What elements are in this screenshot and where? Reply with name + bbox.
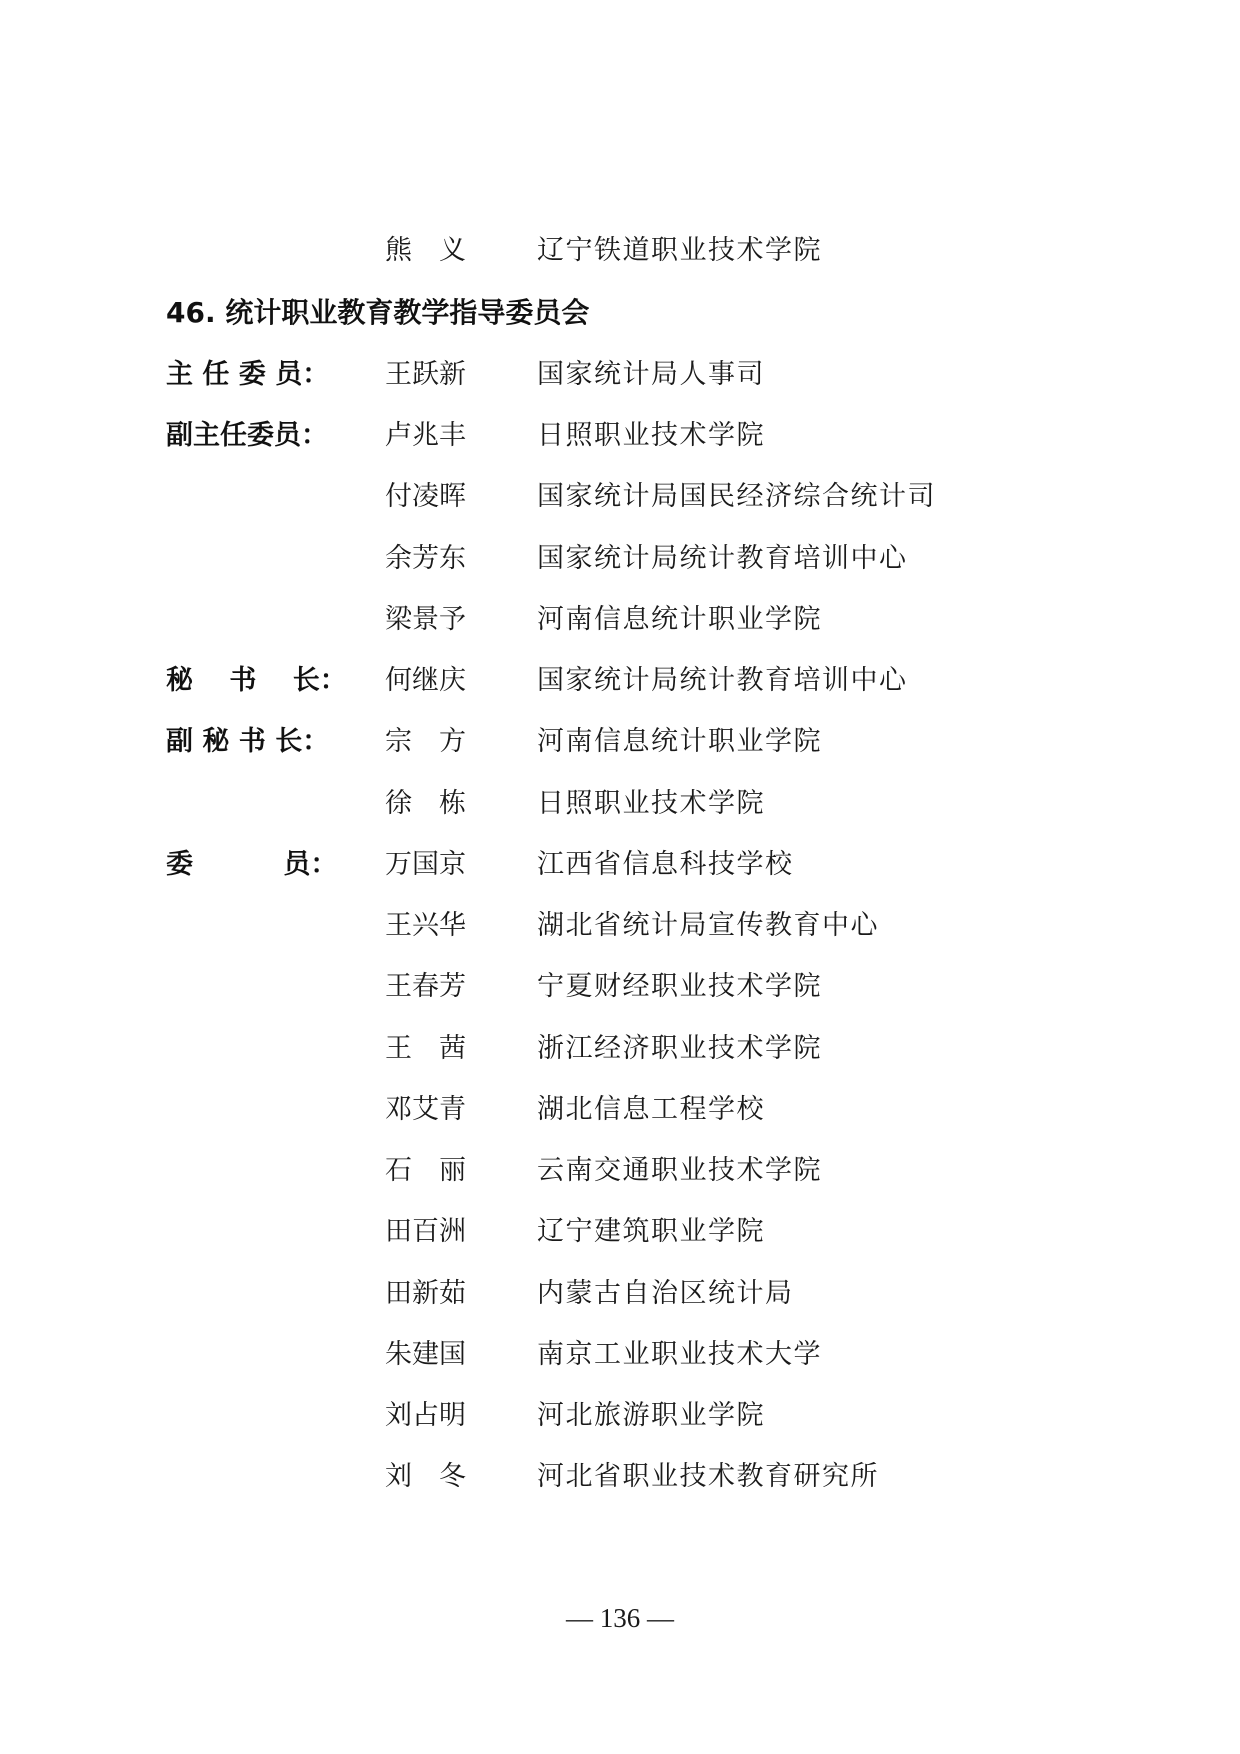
- member-row: [0, 1385, 1240, 1447]
- member-role: 秘 书 长：: [166, 665, 347, 696]
- member-name: 何继庆: [385, 665, 466, 696]
- member-role: 委 员：: [166, 849, 338, 880]
- member-row: [0, 589, 1240, 651]
- member-name: 付凌晖: [385, 481, 466, 512]
- member-name: 石 丽: [385, 1155, 466, 1186]
- member-name: 王春芳: [385, 971, 466, 1002]
- member-row: [0, 466, 1240, 528]
- member-organization: 河南信息统计职业学院: [537, 604, 822, 635]
- member-name: 田新茹: [385, 1278, 466, 1309]
- member-row: [0, 834, 1240, 896]
- member-name: 田百洲: [385, 1216, 466, 1247]
- member-organization: 南京工业职业技术大学: [537, 1339, 822, 1370]
- member-organization: 湖北省统计局宣传教育中心: [537, 910, 879, 941]
- member-organization: 国家统计局人事司: [537, 359, 765, 390]
- member-row: [0, 1263, 1240, 1325]
- member-row: [0, 1201, 1240, 1263]
- member-organization: 浙江经济职业技术学院: [537, 1033, 822, 1064]
- member-row: [0, 650, 1240, 712]
- member-organization: 河北省职业技术教育研究所: [537, 1461, 879, 1492]
- member-organization: 宁夏财经职业技术学院: [537, 971, 822, 1002]
- member-name: 刘 冬: [385, 1461, 466, 1492]
- member-name: 王 茜: [385, 1033, 466, 1064]
- member-row: [0, 1140, 1240, 1202]
- page-number: — 136 —: [566, 1603, 674, 1633]
- member-organization: 日照职业技术学院: [537, 420, 765, 451]
- member-name: 卢兆丰: [385, 420, 466, 451]
- member-organization: 辽宁铁道职业技术学院: [537, 235, 822, 266]
- member-name: 宗 方: [385, 726, 466, 757]
- member-name: 万国京: [385, 849, 466, 880]
- member-row: [0, 956, 1240, 1018]
- section-heading: 46. 统计职业教育教学指导委员会: [166, 296, 590, 329]
- member-row: [0, 344, 1240, 406]
- member-name: 刘占明: [385, 1400, 466, 1431]
- member-organization: 江西省信息科技学校: [537, 849, 794, 880]
- member-row: [0, 405, 1240, 467]
- member-row: [0, 1324, 1240, 1386]
- member-organization: 国家统计局统计教育培训中心: [537, 665, 908, 696]
- member-organization: 河北旅游职业学院: [537, 1400, 765, 1431]
- member-name: 王兴华: [385, 910, 466, 941]
- member-organization: 云南交通职业技术学院: [537, 1155, 822, 1186]
- member-name: 徐 栋: [385, 788, 466, 819]
- member-name: 余芳东: [385, 543, 466, 574]
- member-row: [0, 1018, 1240, 1080]
- member-name: 梁景予: [385, 604, 466, 635]
- member-role: 副 秘 书 长：: [166, 726, 330, 757]
- member-organization: 辽宁建筑职业学院: [537, 1216, 765, 1247]
- member-row: [0, 1079, 1240, 1141]
- member-organization: 内蒙古自治区统计局: [537, 1278, 794, 1309]
- member-organization: 日照职业技术学院: [537, 788, 765, 819]
- member-name: 熊 义: [385, 235, 466, 266]
- member-row: [0, 220, 1240, 282]
- member-name: 朱建国: [385, 1339, 466, 1370]
- member-row: [0, 528, 1240, 590]
- member-organization: 河南信息统计职业学院: [537, 726, 822, 757]
- member-organization: 湖北信息工程学校: [537, 1094, 765, 1125]
- member-row: [0, 773, 1240, 835]
- member-organization: 国家统计局国民经济综合统计司: [537, 481, 936, 512]
- member-row: [0, 711, 1240, 773]
- member-role: 副主任委员：: [166, 420, 328, 451]
- member-role: 主 任 委 员：: [166, 359, 330, 390]
- member-row: [0, 1446, 1240, 1508]
- member-name: 邓艾青: [385, 1094, 466, 1125]
- member-name: 王跃新: [385, 359, 466, 390]
- member-organization: 国家统计局统计教育培训中心: [537, 543, 908, 574]
- member-row: [0, 895, 1240, 957]
